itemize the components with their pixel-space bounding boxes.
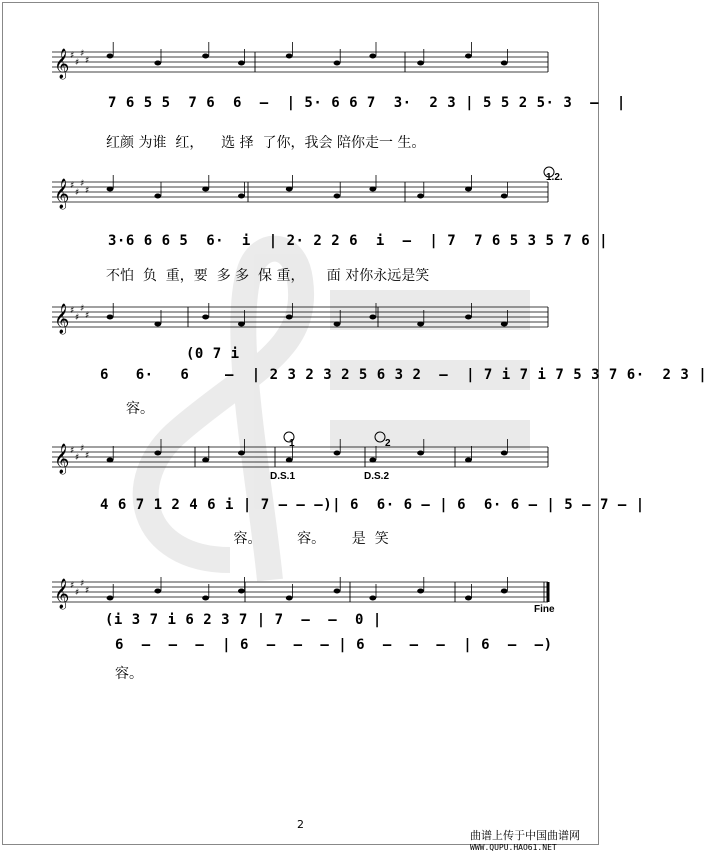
sharp-icon: ♯ bbox=[85, 311, 90, 321]
lyrics-line-3: 容。 bbox=[126, 401, 154, 417]
notehead bbox=[202, 315, 209, 320]
sharp-icon: ♯ bbox=[80, 179, 85, 189]
notehead bbox=[501, 322, 508, 327]
notehead bbox=[238, 451, 245, 456]
notehead bbox=[334, 322, 341, 327]
treble-clef-icon: 𝄞 bbox=[54, 444, 70, 474]
notehead bbox=[417, 61, 424, 66]
notehead bbox=[465, 187, 472, 192]
jianpu-line-2: 3·6 6 6 5 6· i | 2· 2 2 6 i – | 7 7 6 5 3 5 7 6 | bbox=[108, 233, 609, 249]
notehead bbox=[334, 194, 341, 199]
notehead bbox=[334, 589, 341, 594]
coda-marker-2: 2 bbox=[385, 438, 391, 449]
fine-marker: Fine bbox=[534, 604, 555, 615]
ds2-marker: D.S.2 bbox=[364, 471, 390, 482]
sharp-icon: ♯ bbox=[85, 586, 90, 596]
notehead bbox=[286, 187, 293, 192]
treble-clef-icon: 𝄞 bbox=[54, 49, 70, 79]
notehead bbox=[465, 54, 472, 59]
notehead bbox=[202, 187, 209, 192]
notehead bbox=[154, 61, 161, 66]
notehead bbox=[334, 451, 341, 456]
notehead bbox=[334, 61, 341, 66]
notehead bbox=[465, 315, 472, 320]
jianpu-line-3: 6 6· 6 – | 2 3 2 3 2 5 6 3 2 – | 7 i 7 i 7 5 3 7 6· 2 3 | bbox=[100, 367, 707, 383]
jianpu-line-4: 4 6 7 1 2 4 6 i | 7 – – –)| 6 6· 6 – | 6 6· 6 – | 5 – 7 – | bbox=[100, 497, 645, 513]
notehead bbox=[107, 596, 114, 601]
jianpu-line-1: 7 6 5 5 7 6 6 – | 5· 6 6 7 3· 2 3 | 5 5 2 5· 3 – | bbox=[108, 95, 626, 111]
notehead bbox=[154, 322, 161, 327]
notehead bbox=[238, 322, 245, 327]
notehead bbox=[501, 194, 508, 199]
notehead bbox=[465, 458, 472, 463]
coda-icon bbox=[375, 432, 385, 442]
sharp-icon: ♯ bbox=[75, 588, 80, 598]
notehead bbox=[202, 458, 209, 463]
notehead bbox=[501, 61, 508, 66]
sharp-icon: ♯ bbox=[80, 579, 85, 589]
notehead bbox=[154, 194, 161, 199]
lyrics-line-4: 容。 容。 是 笑 bbox=[100, 531, 389, 547]
notehead bbox=[369, 596, 376, 601]
ds1-marker: D.S.1 bbox=[270, 471, 296, 482]
notehead bbox=[417, 589, 424, 594]
site-footer bbox=[470, 827, 580, 852]
notehead bbox=[238, 61, 245, 66]
notehead bbox=[107, 187, 114, 192]
notehead bbox=[369, 54, 376, 59]
notehead bbox=[238, 194, 245, 199]
lyrics-line-1: 红颜 为谁 红， 选 择 了你，我会 陪你走一 生。 bbox=[106, 135, 426, 151]
treble-clef-icon: 𝄞 bbox=[54, 579, 70, 609]
coda-marker-1: 1 bbox=[289, 438, 295, 449]
coda-marker-1-2: 1.2. bbox=[546, 172, 563, 183]
notehead bbox=[202, 596, 209, 601]
notehead bbox=[154, 589, 161, 594]
notehead bbox=[417, 194, 424, 199]
sharp-icon: ♯ bbox=[70, 51, 75, 61]
lyrics-line-5: 容。 bbox=[115, 666, 143, 682]
jianpu-line-5: 6 – – – | 6 – – – | 6 – – – | 6 – –) bbox=[115, 637, 553, 653]
sharp-icon: ♯ bbox=[75, 453, 80, 463]
footer-url: WWW.QUPU.HAO61.NET bbox=[470, 843, 557, 852]
jianpu-intro-line-5: (i 3 7 i 6 2 3 7 | 7 – – 0 | bbox=[105, 612, 382, 628]
sharp-icon: ♯ bbox=[85, 186, 90, 196]
sharp-icon: ♯ bbox=[70, 581, 75, 591]
page-number: 2 bbox=[297, 818, 304, 831]
sharp-icon: ♯ bbox=[75, 58, 80, 68]
notehead bbox=[154, 451, 161, 456]
treble-clef-icon: 𝄞 bbox=[54, 304, 70, 334]
footer-text: 曲谱上传于中国曲谱网 bbox=[470, 829, 580, 842]
notehead bbox=[417, 322, 424, 327]
sharp-icon: ♯ bbox=[80, 444, 85, 454]
notehead bbox=[501, 589, 508, 594]
treble-clef-icon: 𝄞 bbox=[54, 179, 70, 209]
notehead bbox=[286, 315, 293, 320]
notehead bbox=[369, 458, 376, 463]
notehead bbox=[369, 315, 376, 320]
notehead bbox=[465, 596, 472, 601]
notehead bbox=[238, 589, 245, 594]
sharp-icon: ♯ bbox=[75, 313, 80, 323]
lyrics-line-2: 不怕 负 重，要 多 多 保 重， 面 对你永远是笑 bbox=[106, 268, 430, 284]
notehead bbox=[107, 315, 114, 320]
notehead bbox=[286, 596, 293, 601]
notehead bbox=[107, 458, 114, 463]
sharp-icon: ♯ bbox=[85, 56, 90, 66]
sharp-icon: ♯ bbox=[70, 181, 75, 191]
sharp-icon: ♯ bbox=[80, 304, 85, 314]
sharp-icon: ♯ bbox=[70, 306, 75, 316]
jianpu-intro-line-3: (0 7 i bbox=[186, 346, 240, 362]
notehead bbox=[501, 451, 508, 456]
notehead bbox=[369, 187, 376, 192]
notehead bbox=[286, 54, 293, 59]
sharp-icon: ♯ bbox=[75, 188, 80, 198]
notehead bbox=[202, 54, 209, 59]
sharp-icon: ♯ bbox=[70, 446, 75, 456]
notehead bbox=[417, 451, 424, 456]
sharp-icon: ♯ bbox=[80, 49, 85, 59]
notehead bbox=[107, 54, 114, 59]
notehead bbox=[286, 458, 293, 463]
sharp-icon: ♯ bbox=[85, 451, 90, 461]
